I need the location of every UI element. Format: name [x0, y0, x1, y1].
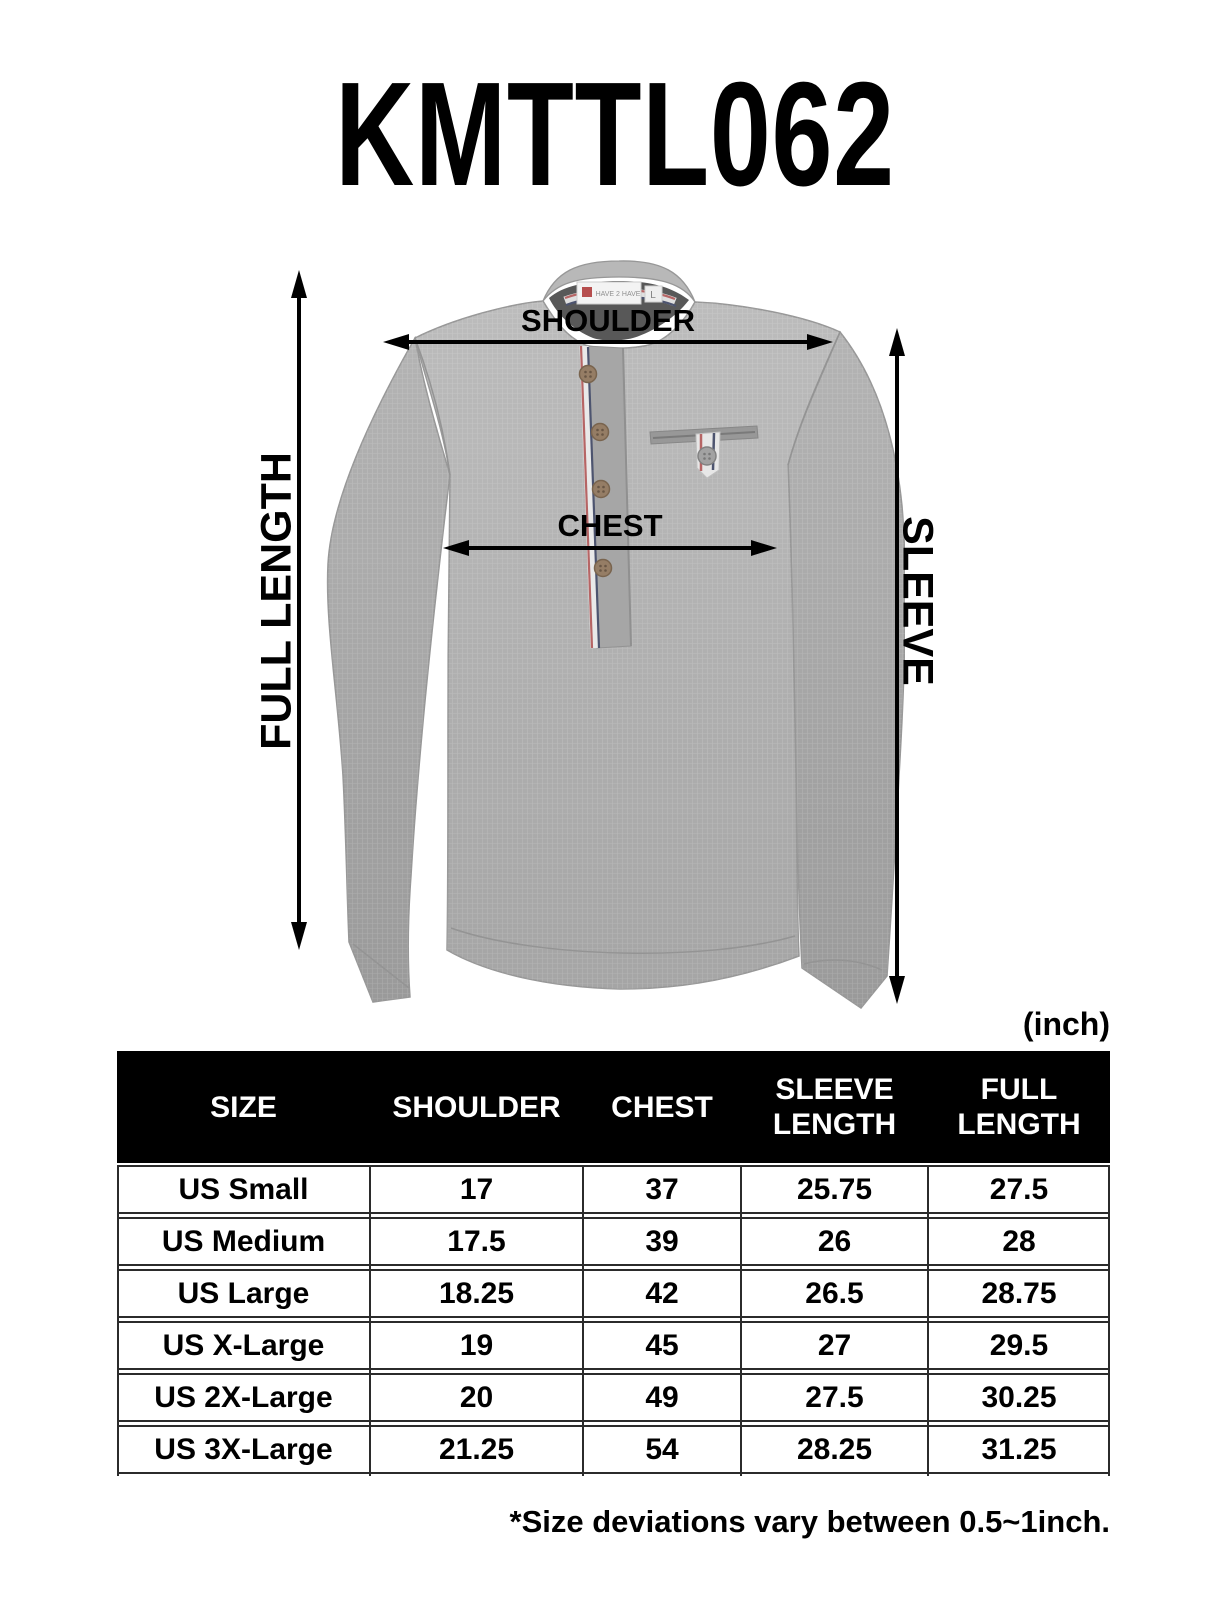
sleeve-length-cell: 27: [817, 1328, 852, 1362]
size-cell: US Small: [178, 1172, 309, 1206]
unit-label: (inch): [1022, 1006, 1110, 1042]
henley-shirt-image: [305, 256, 905, 1011]
shoulder-cell: 20: [459, 1380, 494, 1414]
shoulder-cell: 18.25: [438, 1276, 515, 1310]
chest-cell: 54: [645, 1432, 679, 1466]
shoulder-cell: 19: [459, 1328, 494, 1362]
table-row: [117, 1373, 1110, 1422]
full-length-cell: 30.25: [981, 1380, 1057, 1414]
size-cell: US Medium: [161, 1224, 326, 1258]
size-table-header: [117, 1051, 1110, 1163]
column-header-size: SIZE: [210, 1090, 277, 1124]
table-row: [117, 1269, 1110, 1318]
size-deviation-note: *Size deviations vary between 0.5~1inch.: [509, 1504, 1110, 1539]
table-row: [117, 1425, 1110, 1474]
page-title: KMTTL062: [335, 52, 895, 217]
sleeve-length-cell: 26.5: [805, 1276, 864, 1310]
full-length-cell: 28: [1002, 1224, 1036, 1258]
sleeve-length-cell: 28.25: [796, 1432, 873, 1466]
table-row: [117, 1321, 1110, 1370]
collar-brand-text: HAVE 2 HAVE: [595, 291, 641, 298]
size-cell: US 3X-Large: [154, 1432, 333, 1466]
shoulder-cell: 17: [459, 1172, 494, 1206]
chest-label: CHEST: [557, 508, 663, 543]
full-length-label: FULL LENGTH: [252, 452, 301, 750]
sleeve-label: SLEEVE: [893, 516, 942, 686]
shoulder-label: SHOULDER: [521, 303, 695, 338]
full-length-cell: 27.5: [989, 1172, 1049, 1206]
size-cell: US Large: [177, 1276, 310, 1310]
collar-size-text: L: [650, 290, 656, 301]
column-header-sleeve-length: SLEEVE LENGTH: [772, 1073, 897, 1141]
sleeve-length-cell: 26: [817, 1224, 852, 1258]
chest-cell: 49: [645, 1380, 679, 1414]
shoulder-cell: 17.5: [447, 1224, 506, 1258]
size-table: [117, 1051, 1110, 1477]
chest-cell: 37: [645, 1172, 679, 1206]
size-table-body: [117, 1165, 1110, 1474]
table-row: [117, 1165, 1110, 1214]
column-header-chest: CHEST: [611, 1090, 713, 1124]
size-cell: US X-Large: [162, 1328, 325, 1362]
pocket-button: [698, 447, 716, 465]
sleeve-length-cell: 27.5: [805, 1380, 864, 1414]
size-cell: US 2X-Large: [154, 1380, 333, 1414]
sleeve-length-cell: 25.75: [796, 1172, 873, 1206]
table-row: [117, 1217, 1110, 1266]
column-header-full-length: FULL LENGTH: [957, 1073, 1081, 1141]
chest-cell: 42: [645, 1276, 679, 1310]
chest-cell: 39: [645, 1224, 679, 1258]
full-length-cell: 29.5: [989, 1328, 1049, 1362]
full-length-cell: 31.25: [981, 1432, 1057, 1466]
column-header-shoulder: SHOULDER: [392, 1090, 561, 1124]
chest-cell: 45: [645, 1328, 679, 1362]
full-length-cell: 28.75: [981, 1276, 1057, 1310]
shoulder-cell: 21.25: [438, 1432, 515, 1466]
